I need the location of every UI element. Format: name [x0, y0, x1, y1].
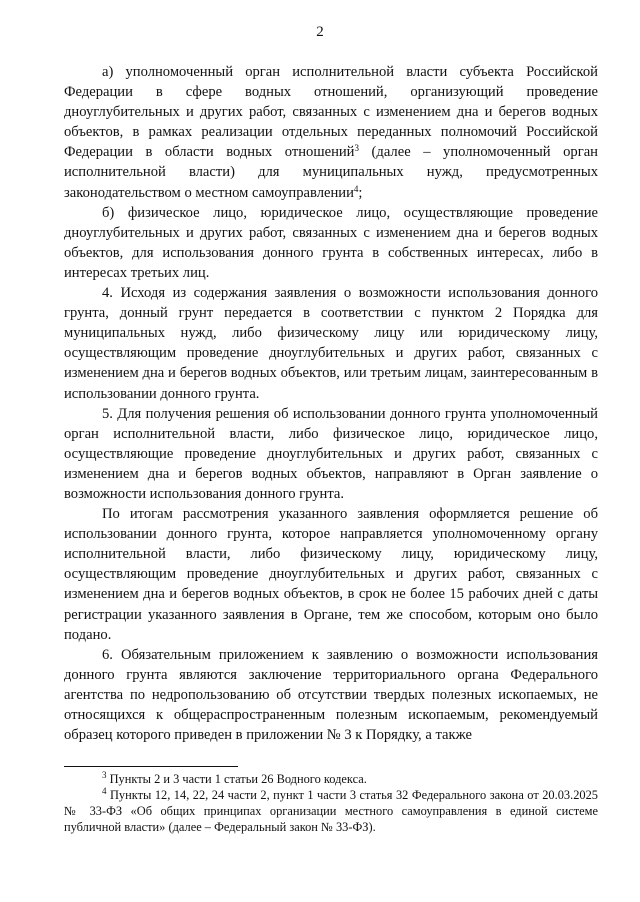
- footnote-4: [64, 787, 598, 835]
- footnote-3: [64, 771, 598, 787]
- paragraph-text: а) уполномоченный орган исполнительной власти субъекта Российской Федерации в сфере водных отношений, организующий проведение дноуглубительных и других работ, связанных с изменением дна и берегов водных объектов, в рамках реализации отдельных переданных полномочий Российской Федерации в области водных отношений: [64, 64, 598, 161]
- footnote-mark: 4: [102, 786, 107, 796]
- paragraph-text: (далее – уполномоченный орган исполнительной власти) для муниципальных нужд, предусмотренных законодательством о местном самоуправлении: [64, 144, 598, 201]
- paragraph-b: б) физическое лицо, юридическое лицо, осуществляющие проведение дноуглубительных и других работ, связанных с изменением дна и берегов водных объектов, для использования донного грунта в собственных интересах, либо в интересах третьих лиц.: [64, 204, 598, 281]
- footnotes: [64, 771, 598, 835]
- page-number: 2: [316, 24, 324, 40]
- footnote-separator: [64, 766, 238, 767]
- body-text: [64, 62, 598, 745]
- paragraph-5-continued: По итогам рассмотрения указанного заявления оформляется решение об использовании донного грунта, которое направляется уполномоченному органу исполнительной власти, либо физическому лицу, юридическому лицу, осуществляющим проведение дноуглубительных и других работ, связанных с изменением дна и берегов водных объектов, в срок не более 15 рабочих дней с даты регистрации указанного заявления в Органе, тем же способом, которым оно было подано.: [64, 506, 598, 643]
- footnote-ref-4: 4: [353, 183, 359, 194]
- paragraph-5: 5. Для получения решения об использовании донного грунта уполномоченный орган исполнительной власти, либо физическое лицо, юридическое лицо, осуществляющие проведение дноуглубительных и других работ, связанных с изменением дна и берегов водных объектов, направляют в Орган заявление о возможности использования донного грунта.: [64, 405, 598, 502]
- footnote-text: Пункты 2 и 3 части 1 статьи 26 Водного кодекса.: [106, 772, 367, 786]
- paragraph-4: 4. Исходя из содержания заявления о возможности использования донного грунта, донный грунт передается в соответствии с пунктом 2 Порядка для муниципальных нужд, либо физическому лицу или юридическому лицу, осуществляющим проведение дноуглубительных и других работ, связанных с изменением дна и берегов водных объектов, или третьим лицам, заинтересованным в использовании донного грунта.: [64, 285, 598, 402]
- footnote-mark: 3: [102, 770, 107, 780]
- footnote-ref-3: 3: [354, 143, 359, 154]
- paragraph-6: 6. Обязательным приложением к заявлению о возможности использования донного грунта являются заключение территориального органа Федерального агентства по недропользованию об отсутствии твердых полезных ископаемых, не относящихся к общераспространенным полезным ископаемым, рекомендуемый образец которого приведен в приложении № 3 к Порядку, а также: [64, 646, 598, 744]
- paragraph-text: ;: [358, 184, 363, 201]
- paragraph-a: [64, 62, 598, 203]
- footnote-text: Пункты 12, 14, 22, 24 части 2, пункт 1 части 3 статья 32 Федерального закона от 20.03.2025 № 33-ФЗ «Об общих принципах организации местного самоуправления в единой системе публичной власти» (далее – Федеральный закон № 33-ФЗ).: [64, 788, 598, 834]
